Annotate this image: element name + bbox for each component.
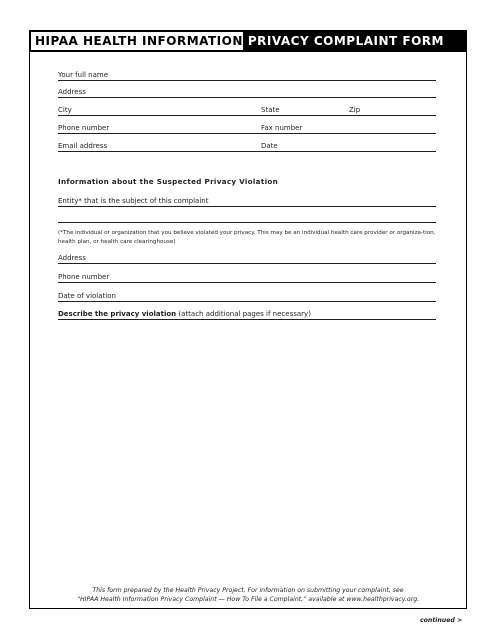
date-label: Date <box>261 142 278 150</box>
address-label: Address <box>58 88 86 96</box>
email-date-field[interactable] <box>58 138 436 152</box>
violation-phone-field[interactable] <box>58 269 436 283</box>
entity-field[interactable] <box>58 193 436 207</box>
violation-address-field[interactable] <box>58 250 436 264</box>
describe-violation-field[interactable] <box>58 306 436 320</box>
describe-violation-label <box>58 310 311 319</box>
header-title-right: PRIVACY COMPLAINT FORM <box>243 32 465 50</box>
form-footer <box>58 586 438 604</box>
violation-address-label: Address <box>58 254 86 262</box>
describe-violation-bold: Describe the privacy violation <box>58 310 177 318</box>
email-label: Email address <box>58 142 108 150</box>
violation-section-title: Information about the Suspected Privacy Violation <box>58 177 278 186</box>
full-name-field[interactable] <box>58 67 436 81</box>
entity-label: Entity* that is the subject of this complaint <box>58 197 209 205</box>
full-name-label: Your full name <box>58 71 109 79</box>
phone-fax-field[interactable] <box>58 120 436 134</box>
date-of-violation-label: Date of violation <box>58 292 116 300</box>
date-of-violation-field[interactable] <box>58 288 436 302</box>
form-border <box>29 52 467 609</box>
entity-note: (*The individual or organization that you believe violated your privacy. This may be an individual health care provider or organiza-tion, health plan, or health care clearinghouse) <box>58 230 436 245</box>
header-title-left: HIPAA HEALTH INFORMATION <box>31 32 243 50</box>
footer-line-2: “HIPAA Health Information Privacy Complaint — How To File a Complaint,” available at www.healthprivacy.org. <box>76 596 420 603</box>
describe-violation-rest: (attach additional pages if necessary) <box>176 310 311 318</box>
fax-label: Fax number <box>261 124 303 132</box>
address-field[interactable] <box>58 84 436 98</box>
state-label: State <box>261 106 280 114</box>
city-label: City <box>58 106 72 114</box>
violation-phone-label: Phone number <box>58 273 110 281</box>
phone-label: Phone number <box>58 124 110 132</box>
zip-label: Zip <box>349 106 361 114</box>
form-header <box>29 30 467 52</box>
entity-field-extra-line[interactable] <box>58 209 436 223</box>
city-state-zip-field[interactable] <box>58 102 436 116</box>
continued-label: continued > <box>420 617 463 624</box>
footer-line-1: This form prepared by the Health Privacy Project. For information on submitting your complaint, see <box>92 587 404 594</box>
